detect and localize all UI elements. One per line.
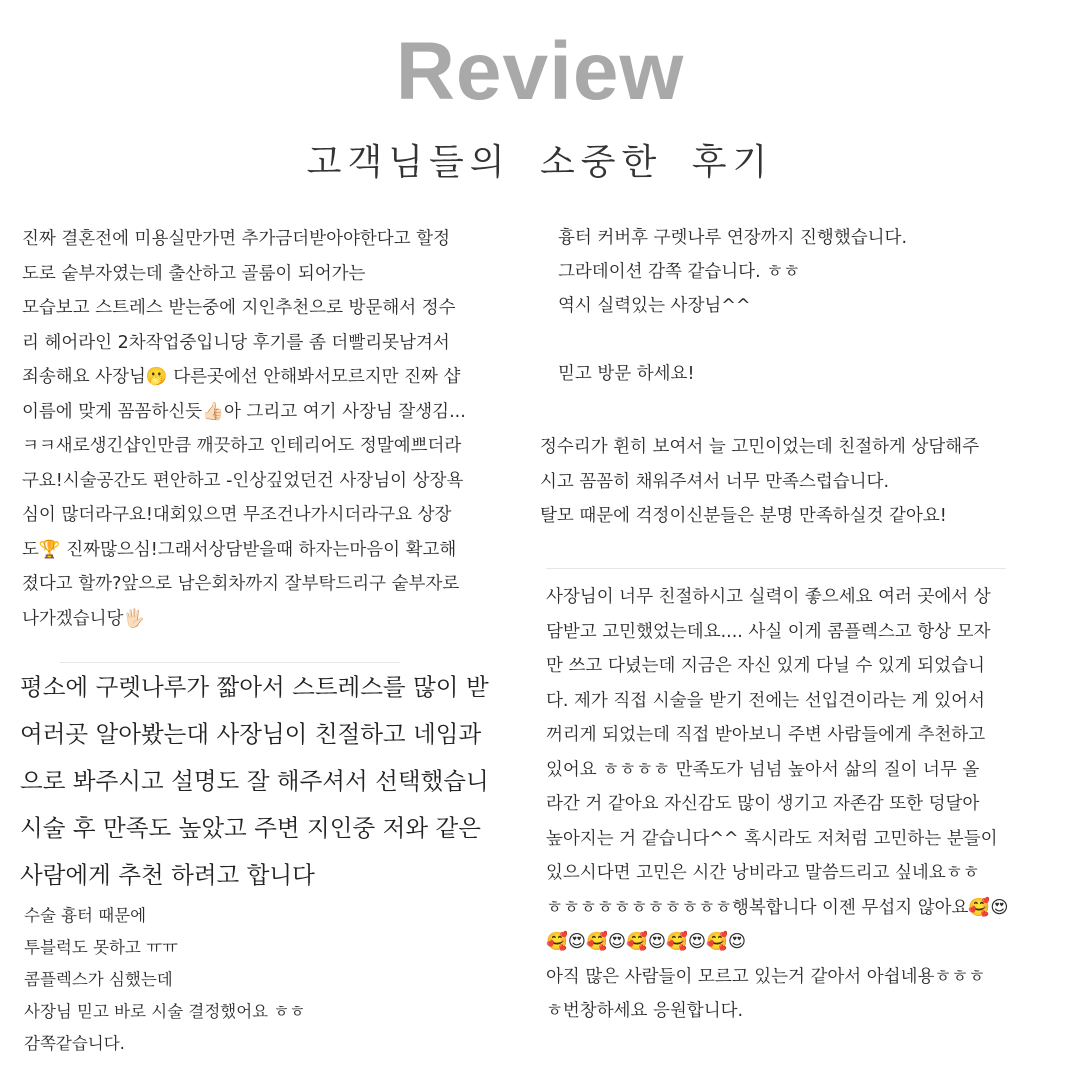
review-line: 심이 많더라구요!대회있으면 무조건나가시더라구요 상장: [22, 505, 452, 525]
review-line: 죄송해요 사장님🫢 다른곳에선 안해봐서모르지만 진짜 샵: [22, 367, 461, 387]
review-line: 탈모 때문에 걱정이신분들은 분명 만족하실것 같아요!: [540, 506, 947, 526]
review-line: 감쪽같습니다.: [24, 1034, 125, 1053]
review-line: 구요!시술공간도 편안하고 -인상깊었던건 사장님이 상장욕: [22, 470, 464, 491]
review-line: 정수리가 휜히 보여서 늘 고민이었는데 친절하게 상담해주: [540, 437, 980, 457]
review-line: 믿고 방문 하세요!: [558, 364, 695, 384]
review-line: 콤플렉스가 심했는데: [24, 970, 173, 989]
review-line: 🥰😍🥰😍🥰😍🥰😍🥰😍: [546, 932, 747, 952]
review-line: ㅎㅎㅎㅎㅎㅎㅎㅎㅎㅎㅎ행복합니다 이젠 무섭지 않아요🥰😍: [546, 897, 1009, 918]
review-line: 그라데이션 감쪽 같습니다. ㅎㅎ: [558, 262, 801, 282]
review-card: [558, 221, 1038, 391]
review-line: 도🏆 진짜많으심!그래서상담받을때 하자는마음이 확고해: [22, 539, 457, 560]
review-line: 아직 많은 사람들이 모르고 있는거 같아서 아쉽네용ㅎㅎㅎ: [546, 966, 986, 987]
review-line: 흉터 커버후 구렛나루 연장까지 진행했습니다.: [558, 228, 908, 248]
review-card: [22, 222, 522, 636]
review-line: 시고 꼼꼼히 채워주셔서 너무 만족스럽습니다.: [540, 471, 890, 492]
review-line: 으로 봐주시고 설명도 잘 해주셔서 선택했습니: [20, 767, 489, 795]
review-line: [558, 323, 1038, 357]
review-line: 다. 제가 직접 시술을 받기 전에는 선입견이라는 게 있어서: [546, 690, 985, 711]
review-line: 시술 후 만족도 높았고 주변 지인중 저와 같은: [20, 814, 481, 842]
review-line: 모습보고 스트레스 받는중에 지인추천으로 방문해서 정수: [22, 298, 456, 318]
review-line: 라간 거 같아요 자신감도 많이 생기고 자존감 또한 덩달아: [546, 794, 980, 814]
review-line: 높아지는 거 같습니다^^ 혹시라도 저처럼 고민하는 분들이: [546, 828, 998, 849]
page-subtitle: 고객님들의 소중한 후기: [306, 142, 774, 183]
review-line: 있어요 ㅎㅎㅎㅎ 만족도가 넘넘 높아서 삶의 질이 너무 올: [546, 759, 980, 780]
review-line: 졌다고 할까?앞으로 남은회차까지 잘부탁드리구 숱부자로: [22, 574, 460, 594]
review-line: 나가겠습니당🖐🏻: [22, 608, 146, 629]
review-line: 진짜 결혼전에 미용실만가면 추가금더받아야한다고 할정: [22, 229, 450, 249]
review-line: 도로 숱부자였는데 출산하고 골룸이 되어가는: [22, 263, 366, 284]
review-line: ㅋㅋ새로생긴샵인만큼 깨끗하고 인테리어도 정말예쁘더라: [22, 436, 462, 456]
review-card: [540, 430, 1060, 534]
review-line: 평소에 구렛나루가 짧아서 스트레스를 많이 받: [20, 673, 489, 701]
page-title: Review: [395, 26, 685, 117]
review-line: 수술 흉터 때문에: [24, 906, 147, 925]
review-line: 사람에게 추천 하려고 합니다: [20, 861, 315, 889]
review-line: 만 쓰고 다녔는데 지금은 자신 있게 다닐 수 있게 되었습니: [546, 656, 985, 676]
review-line: ㅎ번창하세요 응원합니다.: [546, 1001, 744, 1021]
review-line: 역시 실력있는 사장님^^: [558, 296, 751, 316]
review-line: 여러곳 알아봤는대 사장님이 친절하고 네임과: [20, 720, 482, 748]
review-card: [546, 580, 1060, 1029]
divider: [60, 662, 400, 663]
review-line: 리 헤어라인 2차작업중입니당 후기를 좀 더빨리못남겨서: [22, 332, 450, 353]
review-line: 있으시다면 고민은 시간 낭비라고 말씀드리고 싶네요ㅎㅎ: [546, 863, 980, 883]
review-card: [24, 900, 504, 1060]
review-line: 사장님이 너무 친절하시고 실력이 좋으세요 여러 곳에서 상: [546, 587, 991, 607]
divider: [546, 568, 1006, 569]
review-line: 투블럭도 못하고 ㅠㅠ: [24, 938, 178, 957]
review-card: [20, 664, 522, 899]
review-line: 꺼리게 되었는데 직접 받아보니 주변 사람들에게 추천하고: [546, 725, 986, 745]
review-line: 사장님 믿고 바로 시술 결정했어요 ㅎㅎ: [24, 1002, 306, 1021]
review-line: 이름에 맞게 꼼꼼하신듯👍🏻아 그리고 여기 사장님 잘생김...: [22, 401, 466, 422]
review-line: 담받고 고민했었는데요.... 사실 이게 콤플렉스고 항상 모자: [546, 621, 991, 642]
